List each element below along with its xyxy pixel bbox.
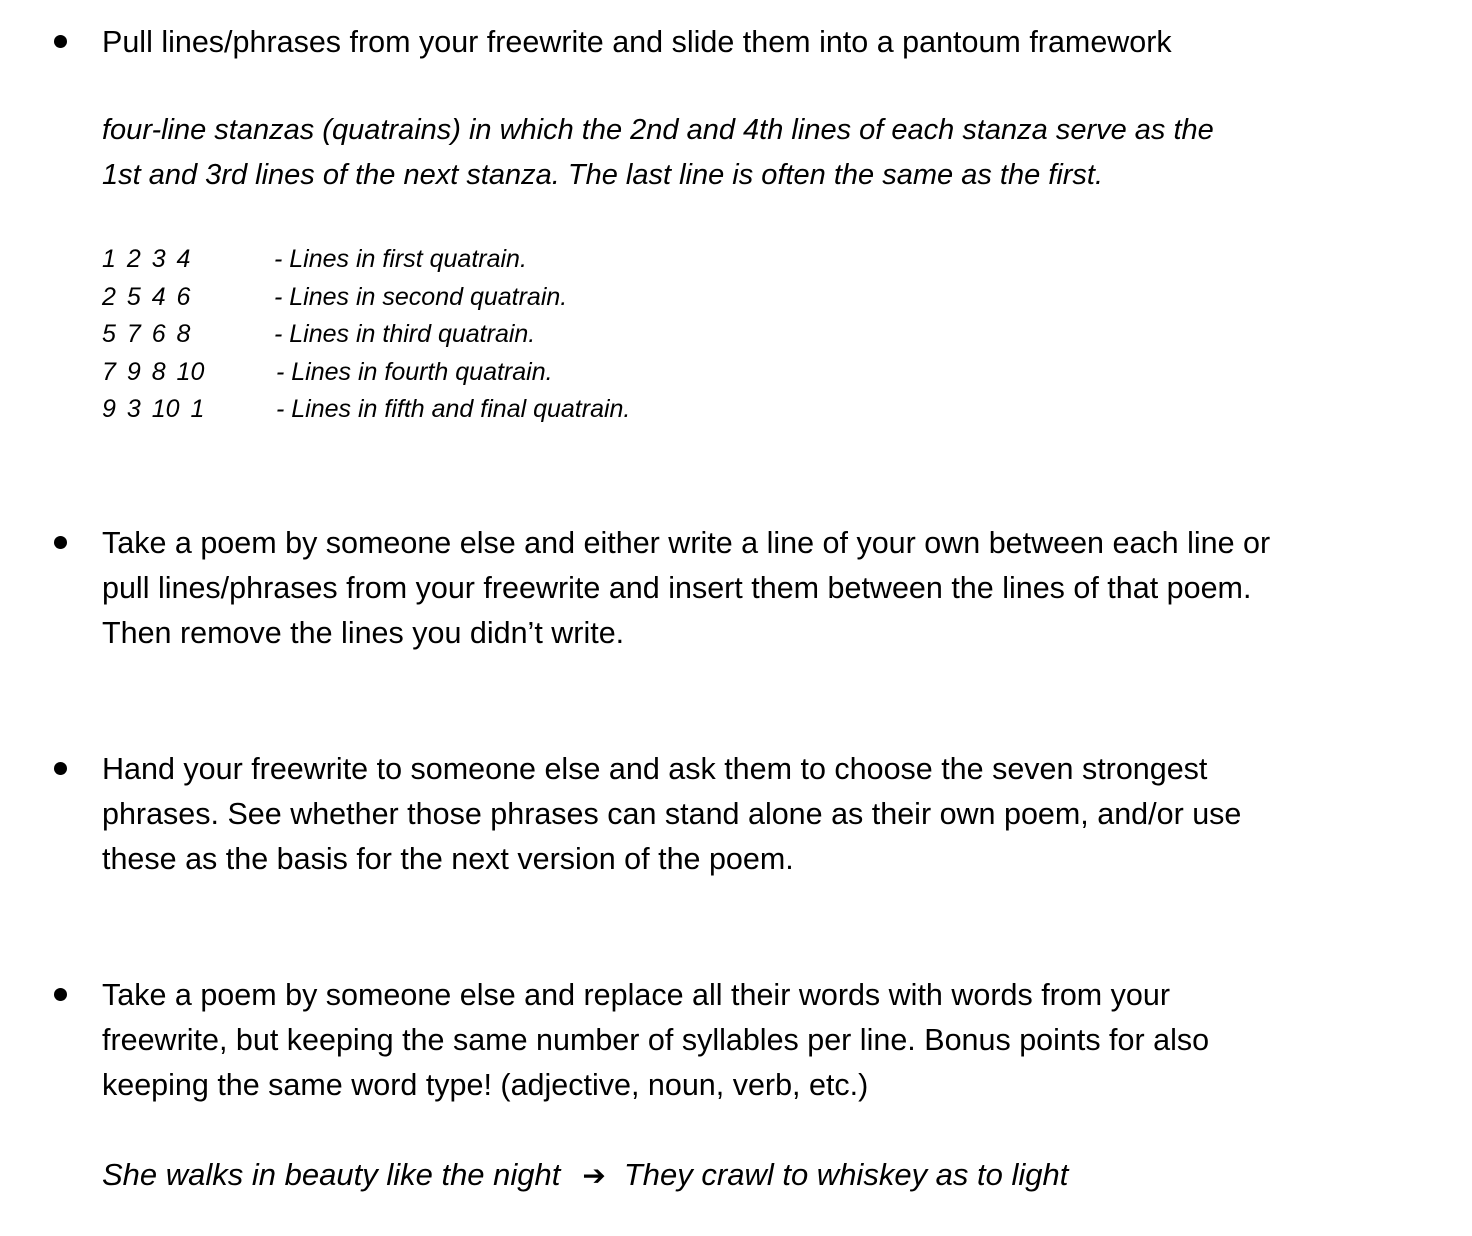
text-line: freewrite, but keeping the same number of syllables per line. Bonus points for also (102, 1023, 1210, 1057)
bullet-text (102, 747, 1432, 882)
text-line: Take a poem by someone else and replace all their words with words from your (102, 978, 1171, 1012)
text-line: Hand your freewrite to someone else and ask them to choose the seven strongest (102, 752, 1208, 786)
text-line: keeping the same word type! (adjective, noun, verb, etc.) (102, 1068, 869, 1102)
scheme-description: - Lines in second quatrain. (274, 282, 568, 311)
bullet-text (102, 973, 1432, 1108)
text-line: Take a poem by someone else and either write a line of your own between each line or (102, 526, 1271, 560)
bullet-text (102, 20, 1432, 65)
scheme-description: - Lines in third quatrain. (274, 320, 536, 348)
bullet-dot-icon (54, 536, 67, 549)
scheme-description: - Lines in fifth and final quatrain. (276, 395, 631, 423)
text-line: Then remove the lines you didn’t write. (102, 616, 625, 650)
text-line: these as the basis for the next version of the poem. (102, 842, 794, 876)
scheme-description: - Lines in fourth quatrain. (276, 357, 553, 386)
bullet-dot-icon (54, 35, 67, 48)
scheme-numbers: 9 3 10 1 (102, 395, 205, 423)
scheme-numbers: 7 9 8 10 (102, 357, 205, 386)
text-line: 1st and 3rd lines of the next stanza. The last line is often the same as the first. (102, 159, 1104, 191)
example-line (102, 1152, 1068, 1198)
text-line: pull lines/phrases from your freewrite and insert them between the lines of that poem. (102, 571, 1252, 605)
scheme-numbers: 2 5 4 6 (102, 282, 191, 311)
pantoum-definition (102, 108, 1432, 198)
example-original: She walks in beauty like the night (102, 1157, 561, 1192)
example-rewritten: They crawl to whiskey as to light (623, 1157, 1069, 1192)
text-line: phrases. See whether those phrases can stand alone as their own poem, and/or use (102, 797, 1242, 831)
scheme-numbers: 1 2 3 4 (102, 245, 191, 273)
text-line: Pull lines/phrases from your freewrite and slide them into a pantoum framework (102, 25, 1172, 59)
right-arrow-icon: ➔ (582, 1159, 606, 1192)
scheme-numbers: 5 7 6 8 (102, 320, 191, 348)
bullet-text (102, 521, 1432, 656)
text-line: four-line stanzas (quatrains) in which the 2nd and 4th lines of each stanza serve as the (102, 114, 1214, 146)
scheme-description: - Lines in first quatrain. (274, 245, 527, 273)
bullet-dot-icon (54, 988, 67, 1001)
bullet-dot-icon (54, 762, 67, 775)
